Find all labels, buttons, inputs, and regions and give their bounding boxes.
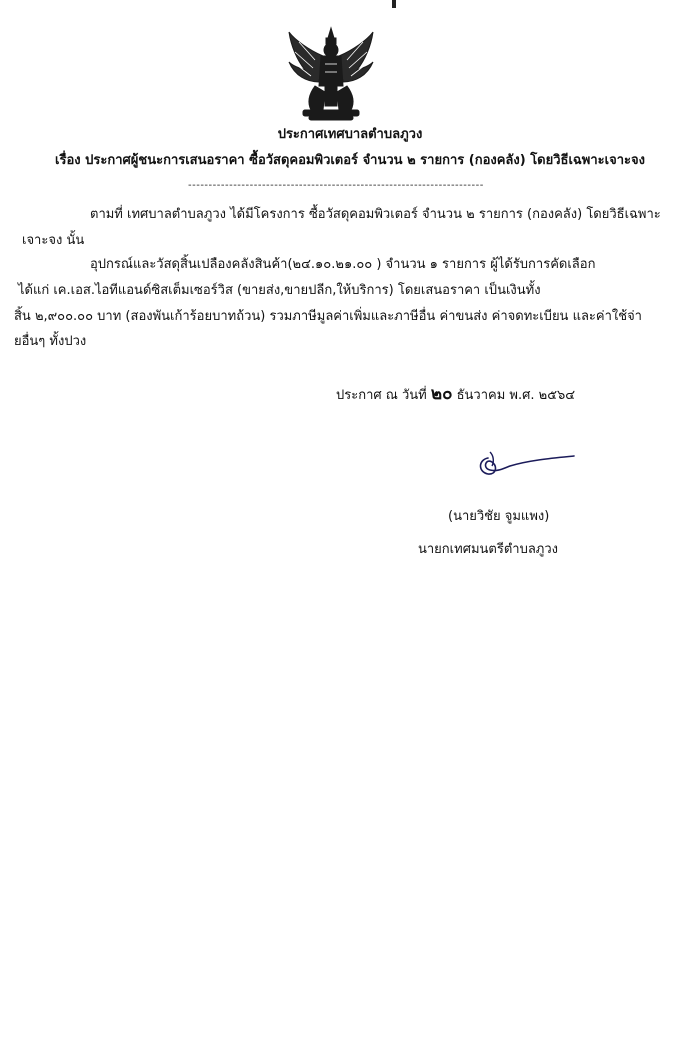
paragraph-2-line-3: สิ้น ๒,๙๐๐.๐๐ บาท (สองพันเก้าร้อยบาทถ้วน) รวมภาษีมูลค่าเพิ่มและภาษีอื่น ค่าขนส่ง ค่าจดทะเบียน และค่าใช้จ่า <box>14 309 642 324</box>
date-day: ๒๐ <box>430 384 453 404</box>
date-prefix: ประกาศ ณ วันที่ <box>336 388 427 403</box>
paragraph-2-line-2: ได้แก่ เค.เอส.ไอทีแอนด์ซิสเต็มเซอร์วิส (ขายส่ง,ขายปลีก,ให้บริการ) โดยเสนอราคา เป็นเงินทั้ง <box>18 283 541 298</box>
signer-name: (นายวิชัย จูมแพง) <box>448 509 550 524</box>
top-edge-mark <box>392 0 396 8</box>
garuda-emblem <box>285 26 377 122</box>
paragraph-2-line-4: ยอื่นๆ ทั้งปวง <box>14 334 87 349</box>
separator-line: ------------------------------------------------------------------------ <box>188 180 484 191</box>
announcement-date <box>336 385 575 405</box>
handwritten-signature <box>470 448 580 484</box>
header-org: ประกาศเทศบาลตำบลภูวง <box>277 127 423 142</box>
date-month-year: ธันวาคม พ.ศ. ๒๕๖๔ <box>456 388 576 403</box>
header-subject: เรื่อง ประกาศผู้ชนะการเสนอราคา ซื้อวัสดุคอมพิวเตอร์ จำนวน ๒ รายการ (กองคลัง) โดยวิธีเฉพาะเจาะจง <box>55 153 645 168</box>
paragraph-2-line-1: อุปกรณ์และวัสดุสิ้นเปลืองคลังสินค้า(๒๔.๑๐.๒๑.๐๐ ) จำนวน ๑ รายการ ผู้ได้รับการคัดเลือก <box>90 257 596 272</box>
signer-title: นายกเทศมนตรีตำบลภูวง <box>418 542 558 557</box>
paragraph-1-line-2: เจาะจง นั้น <box>22 233 85 248</box>
paragraph-1-line-1: ตามที่ เทศบาลตำบลภูวง ได้มีโครงการ ซื้อวัสดุคอมพิวเตอร์ จำนวน ๒ รายการ (กองคลัง) โดยวิธีเฉพาะ <box>90 207 661 222</box>
